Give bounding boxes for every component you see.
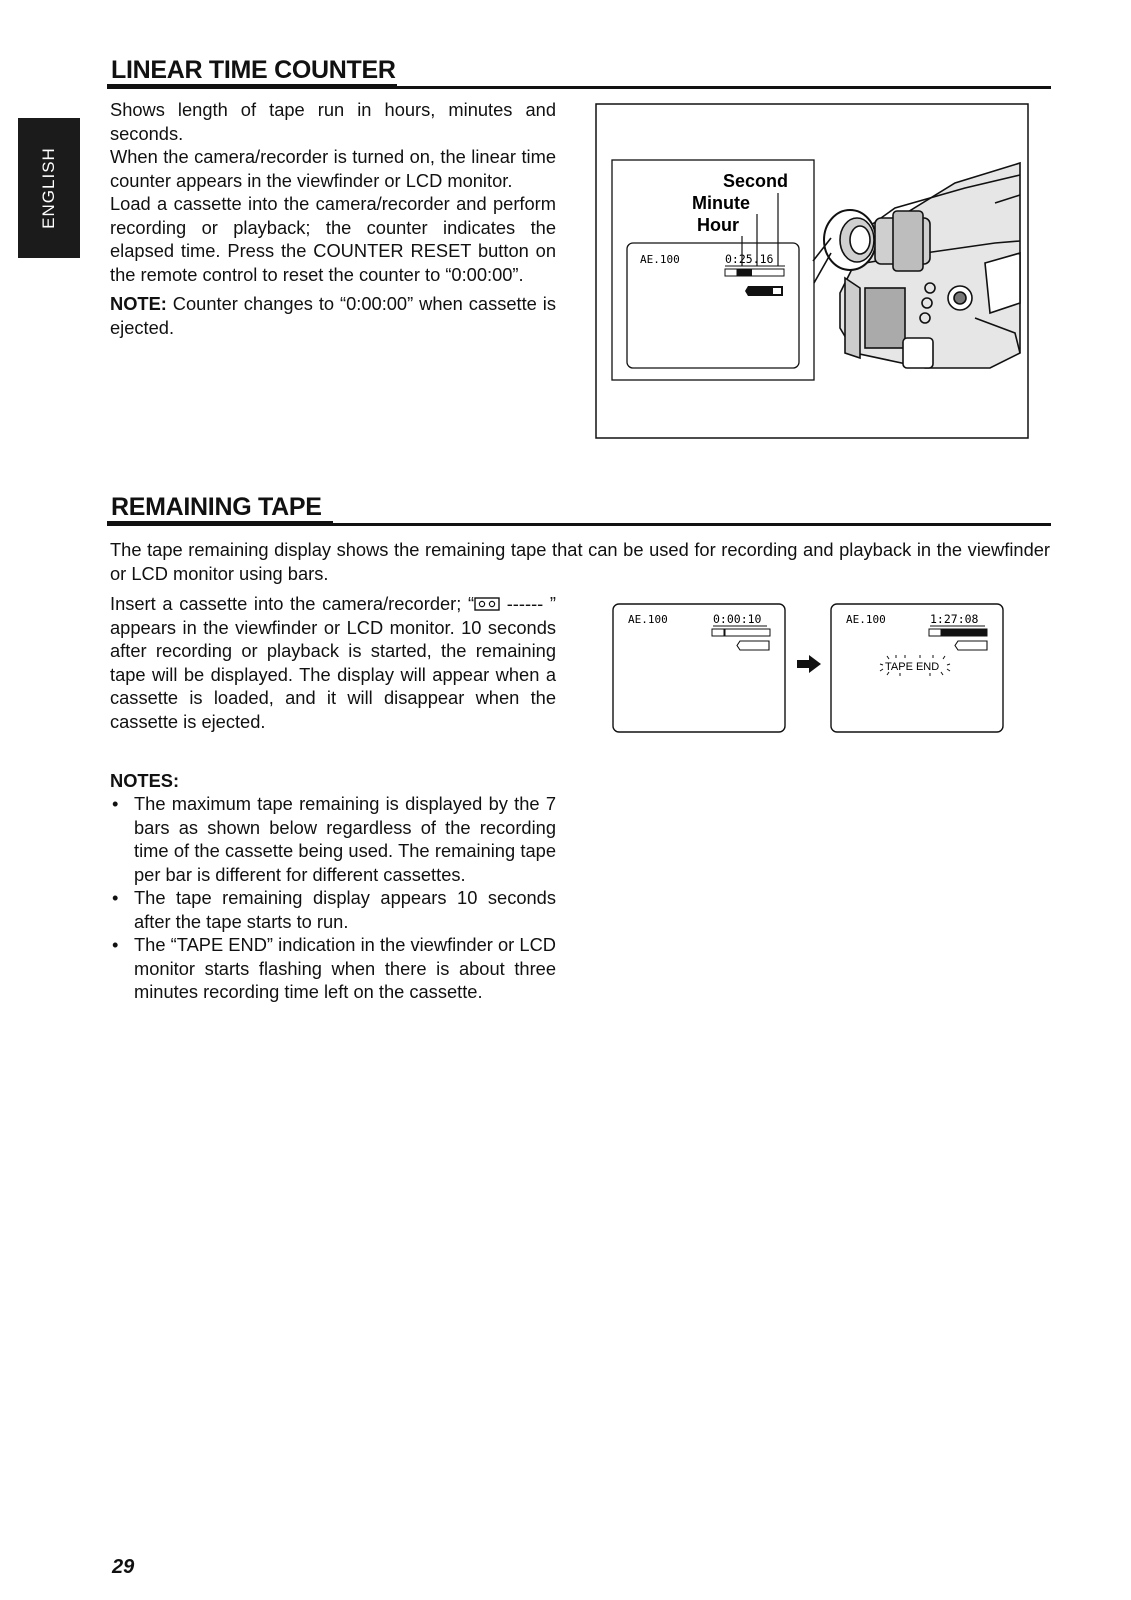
- battery-icon: [955, 641, 987, 650]
- cassette-symbol-icon: [474, 597, 500, 611]
- counter-readout: 0:00:10: [713, 612, 762, 626]
- language-tab: [18, 118, 80, 258]
- counter-readout: 0:25.16: [725, 252, 774, 266]
- insert-suffix: ------ ” appears in the viewfinder or LCD monitor. 10 seconds after recording or playback is started, the remaining tape will be displayed. The display will appear when a cassette is loaded, and it will disappear when the cassette is ejected.: [110, 593, 556, 732]
- display-screen-before: [612, 603, 786, 733]
- paragraph: When the camera/recorder is turned on, the linear time counter appears in the viewfinder or LCD monitor.: [110, 146, 556, 191]
- remaining-bar: [942, 629, 987, 636]
- battery-icon: [737, 641, 769, 650]
- remaining-tape-intro: The tape remaining display shows the remaining tape that can be used for recording and playback in the viewfinder or LCD monitor using bars.: [110, 539, 1050, 584]
- ae-readout: AE.100: [628, 613, 668, 626]
- note-item: • The “TAPE END” indication in the viewfinder or LCD monitor starts flashing when there is about three minutes recording time left on the cassette.: [110, 933, 556, 1004]
- section-rule: [107, 523, 1051, 526]
- note-item: • The tape remaining display appears 10 seconds after the tape starts to run.: [110, 886, 556, 933]
- section-rule: [107, 86, 1051, 89]
- label-minute: Minute: [692, 193, 750, 213]
- notes-list: [110, 792, 556, 1004]
- insert-prefix: Insert a cassette into the camera/recorder; “: [110, 593, 475, 614]
- language-tab-label: ENGLISH: [39, 147, 58, 229]
- note-paragraph: [110, 292, 556, 339]
- paragraph: Load a cassette into the camera/recorder and perform recording or playback; the counter indicates the elapsed time. Press the COUNTER RESET button on the remote control to reset the counter to “0:00:00”.: [110, 193, 556, 285]
- label-hour: Hour: [697, 215, 739, 235]
- linear-counter-text: [110, 98, 556, 339]
- notes-heading: NOTES:: [110, 770, 180, 791]
- ae-readout: AE.100: [846, 613, 886, 626]
- ae-readout: AE.100: [640, 253, 680, 266]
- insert-cassette-text: [110, 592, 556, 733]
- arrow-right-icon: [796, 655, 822, 673]
- camcorder-drawing: [813, 163, 1020, 368]
- counter-readout: 1:27:08: [930, 612, 979, 626]
- paragraph: Shows length of tape run in hours, minutes and seconds.: [110, 99, 556, 144]
- section-title-linear-time-counter: LINEAR TIME COUNTER: [111, 56, 396, 84]
- note-item: • The maximum tape remaining is displayed by the 7 bars as shown below regardless of the recording time of the cassette being used. The remaining tape per bar is different for different cassettes.: [110, 792, 556, 886]
- note-text: Counter changes to “0:00:00” when cassette is ejected.: [110, 293, 556, 338]
- page-number: 29: [112, 1556, 135, 1578]
- tape-end-indicator: TAPE END: [885, 661, 940, 673]
- label-second: Second: [723, 171, 789, 191]
- display-screen-tape-end: [830, 603, 1004, 733]
- camera-figure: [595, 103, 1030, 440]
- paragraph: [110, 592, 556, 733]
- note-label: NOTE:: [110, 293, 167, 314]
- section-title-remaining-tape: REMAINING TAPE: [111, 493, 322, 521]
